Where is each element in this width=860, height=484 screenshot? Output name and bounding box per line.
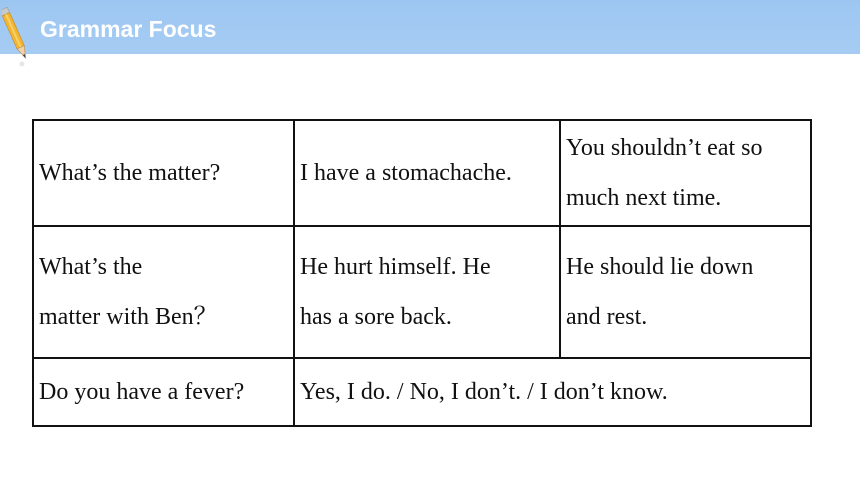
- table-cell-merged: Yes, I do. / No, I don’t. / I don’t know.: [294, 358, 811, 426]
- table-row: [33, 358, 811, 426]
- pencil-icon: [2, 2, 32, 76]
- table-cell: You shouldn’t eat so much next time.: [560, 120, 811, 226]
- header-title: Grammar Focus: [40, 16, 217, 42]
- table-row: [33, 120, 811, 226]
- table-cell: I have a stomachache.: [294, 120, 560, 226]
- grammar-table: [32, 119, 812, 427]
- table-cell: What’s the matter with Ben？: [33, 226, 294, 358]
- header-bar: [0, 0, 860, 54]
- table-cell: He hurt himself. He has a sore back.: [294, 226, 560, 358]
- table-cell: What’s the matter?: [33, 120, 294, 226]
- table-row: [33, 226, 811, 358]
- table-cell: He should lie down and rest.: [560, 226, 811, 358]
- table-cell: Do you have a fever?: [33, 358, 294, 426]
